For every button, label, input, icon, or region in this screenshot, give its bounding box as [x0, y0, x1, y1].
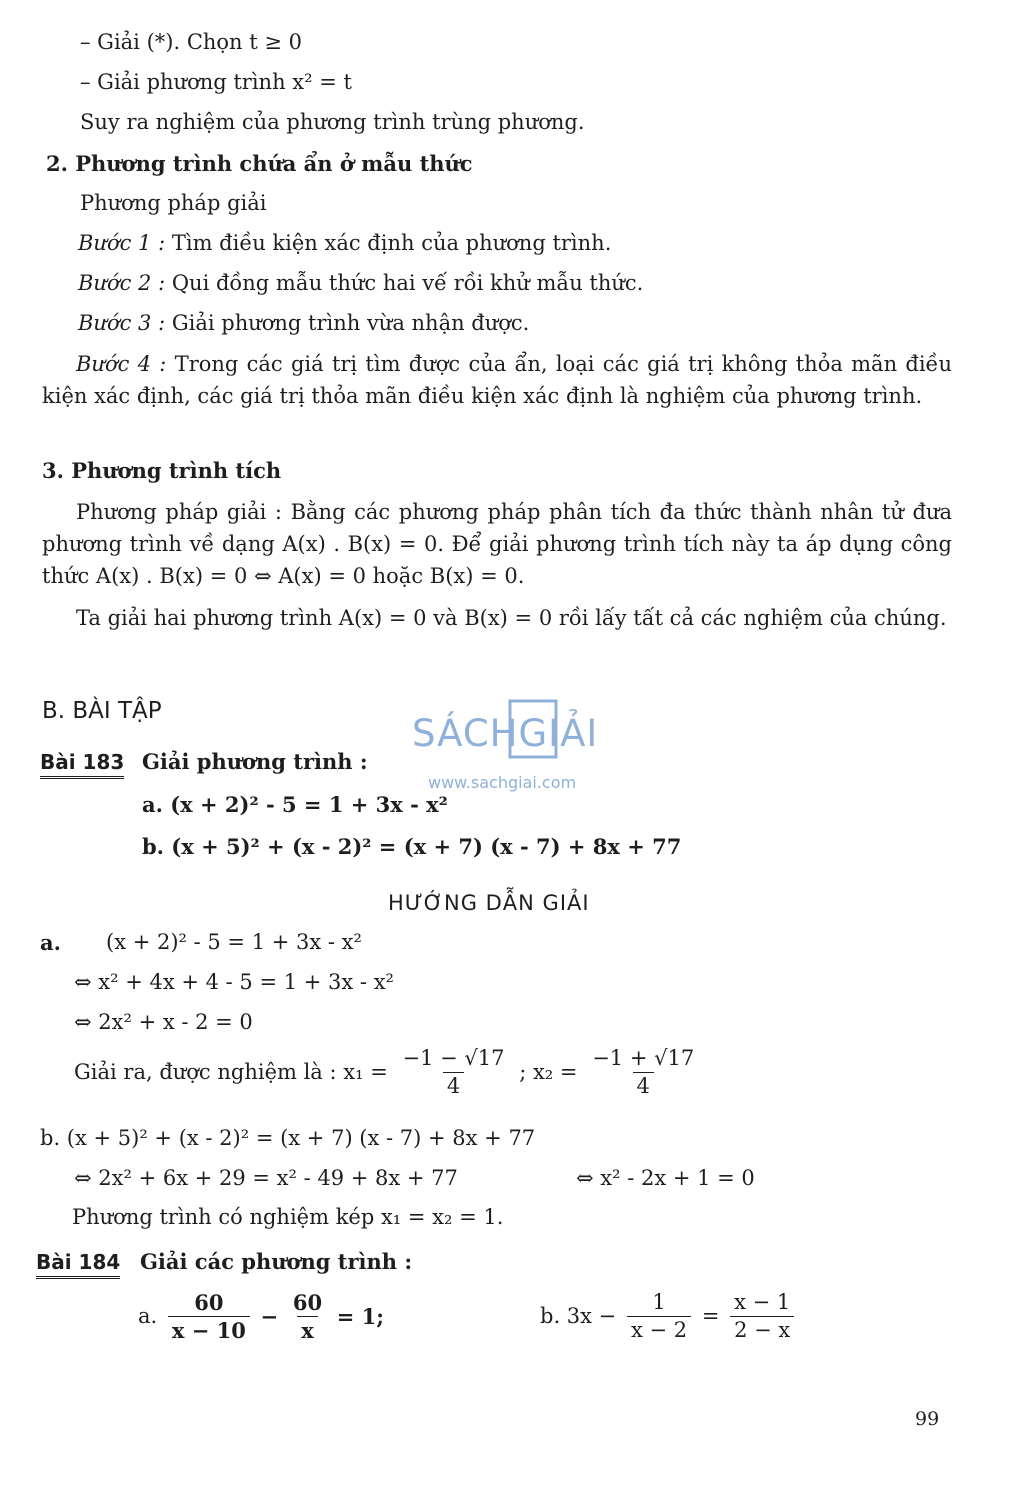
solution-b-line-3: Phương trình có nghiệm kép x₁ = x₂ = 1.: [72, 1205, 504, 1229]
solution-b-line-2: ⇔ 2x² + 6x + 29 = x² - 49 + 8x + 77: [74, 1166, 458, 1190]
x2-fraction: [588, 1048, 698, 1097]
exercise-184-a-fraction-1: [168, 1292, 250, 1341]
x2-label: ; x₂ =: [519, 1060, 578, 1084]
exercise-184-b-fraction-1: [627, 1292, 691, 1341]
x1-label: x₁ =: [343, 1060, 388, 1084]
exercise-184-task: Giải các phương trình :: [140, 1249, 413, 1274]
theory-line-3: Suy ra nghiệm của phương trình trùng phương.: [80, 110, 585, 134]
step-1-label: Bước 1 :: [78, 231, 166, 255]
section-3-paragraph-2: Ta giải hai phương trình A(x) = 0 và B(x) = 0 rồi lấy tất cả các nghiệm của chúng.: [76, 606, 947, 630]
b-fraction-2-denominator: 2 − x: [730, 1316, 794, 1341]
x2-numerator: −1 + √17: [592, 1046, 695, 1070]
step-1: [78, 233, 611, 254]
exercise-184-label: Bài 184: [36, 1250, 120, 1274]
theory-line-2: – Giải phương trình x² = t: [80, 70, 352, 94]
exercise-184-b: [540, 1292, 798, 1341]
a-minus: −: [260, 1304, 279, 1329]
a-rhs: = 1;: [336, 1304, 385, 1329]
step-2-label: Bước 2 :: [78, 271, 166, 295]
a-fraction-1-numerator: 60: [194, 1290, 224, 1315]
exercise-184-a: [138, 1292, 384, 1341]
watermark-brand: SÁCHGIẢI: [412, 712, 599, 755]
x1-denominator: 4: [443, 1072, 464, 1097]
theory-line-1: – Giải (*). Chọn t ≥ 0: [80, 30, 302, 54]
section-2-title: 2. Phương trình chứa ẩn ở mẫu thức: [46, 151, 473, 176]
solution-a-line-2: ⇔ x² + 4x + 4 - 5 = 1 + 3x - x²: [74, 970, 394, 994]
exercise-184-b-label: b. 3x −: [540, 1304, 617, 1328]
step-2-text: Qui đồng mẫu thức hai vế rồi khử mẫu thức.: [171, 271, 644, 295]
step-2: [78, 273, 643, 294]
step-1-text: Tìm điều kiện xác định của phương trình.: [171, 231, 612, 255]
a-fraction-1-denominator: x − 10: [168, 1316, 250, 1341]
b-fraction-1-numerator: 1: [652, 1290, 666, 1314]
page-number: 99: [915, 1408, 940, 1430]
solution-a-roots: [74, 1048, 702, 1097]
a-fraction-2-denominator: x: [297, 1316, 318, 1341]
exercise-184-b-fraction-2: [730, 1292, 794, 1341]
watermark-url: www.sachgiai.com: [428, 773, 577, 792]
exercise-183-a: a. (x + 2)² - 5 = 1 + 3x - x²: [142, 792, 448, 817]
exercises-heading: B. BÀI TẬP: [42, 698, 162, 724]
guide-title: HƯỚNG DẪN GIẢI: [388, 891, 590, 915]
exercise-183-label: Bài 183: [40, 750, 124, 774]
exercise-184-a-fraction-2: [289, 1292, 326, 1341]
solution-b-line-2-right: ⇔ x² - 2x + 1 = 0: [576, 1166, 755, 1190]
exercise-183-b: b. (x + 5)² + (x - 2)² = (x + 7) (x - 7) + 8x + 77: [142, 834, 682, 859]
exercise-184-a-label: a.: [138, 1304, 158, 1328]
solution-a-line-1: (x + 2)² - 5 = 1 + 3x - x²: [106, 930, 362, 954]
b-fraction-1-denominator: x − 2: [627, 1316, 691, 1341]
solution-a-label: a.: [40, 930, 61, 955]
b-fraction-2-numerator: x − 1: [734, 1290, 791, 1314]
step-4: [42, 348, 952, 412]
x2-denominator: 4: [633, 1072, 654, 1097]
solution-a-line-3: ⇔ 2x² + x - 2 = 0: [74, 1010, 253, 1034]
a-fraction-2-numerator: 60: [292, 1290, 323, 1315]
section-2-method: Phương pháp giải: [80, 191, 267, 215]
step-4-text: Trong các giá trị tìm được của ẩn, loại các giá trị không thỏa mãn điều kiện xác định, các giá trị thỏa mãn điều kiện xác định là nghiệm của phương trình.: [42, 352, 952, 408]
solution-b-line-1: b. (x + 5)² + (x - 2)² = (x + 7) (x - 7) + 8x + 77: [40, 1126, 536, 1150]
watermark: [410, 697, 620, 797]
roots-intro: Giải ra, được nghiệm là :: [74, 1060, 337, 1084]
b-equals: =: [701, 1304, 720, 1328]
step-3-text: Giải phương trình vừa nhận được.: [171, 311, 530, 335]
exercise-183-task: Giải phương trình :: [142, 749, 368, 774]
section-3-title: 3. Phương trình tích: [42, 458, 282, 483]
step-3-label: Bước 3 :: [78, 311, 166, 335]
step-4-label: Bước 4 :: [76, 352, 167, 376]
x1-numerator: −1 − √17: [402, 1046, 505, 1070]
section-3-paragraph-1: Phương pháp giải : Bằng các phương pháp phân tích đa thức thành nhân tử đưa phương trình về dạng A(x) . B(x) = 0. Để giải phương trình tích này ta áp dụng công thức A(x) . B(x) = 0 ⇔ A(x) = 0 hoặc B(x) = 0.: [42, 500, 952, 588]
x1-fraction: [399, 1048, 509, 1097]
step-3: [78, 313, 529, 334]
